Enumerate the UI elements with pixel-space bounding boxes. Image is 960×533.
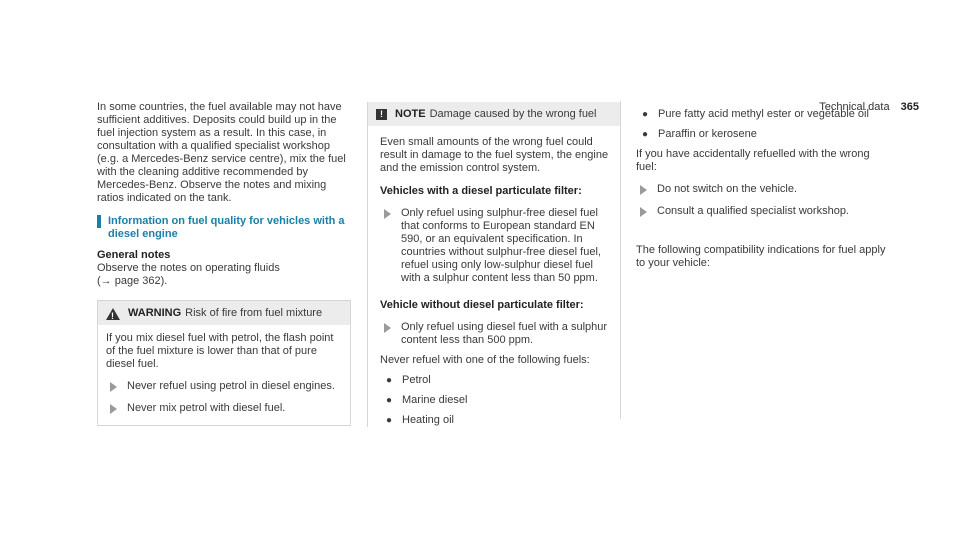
column-2 — [367, 102, 621, 427]
accident-text: If you have accidentally refuelled with the wrong fuel: — [636, 148, 870, 173]
arrow-right-icon — [640, 185, 647, 195]
fuel-list-item — [380, 414, 613, 427]
note-text: Even small amounts of the wrong fuel could result in damage to the fuel system, the engine and the emission control system. — [380, 136, 609, 174]
with-filter-step — [380, 207, 613, 285]
arrow-right-icon — [110, 382, 117, 392]
accident-step — [636, 183, 890, 196]
page-reference-link[interactable]: (→ page 362). — [97, 275, 168, 287]
fuel-list-item — [380, 394, 613, 407]
page-number: 365 — [900, 101, 919, 113]
arrow-right-icon — [640, 207, 647, 217]
with-filter-title: Vehicles with a diesel particulate filter: — [380, 185, 582, 197]
arrow-right-icon — [384, 209, 391, 219]
warning-label: WARNING — [128, 307, 182, 319]
note-header — [368, 102, 621, 126]
section-title: Technical data — [819, 101, 890, 113]
bullet-icon: ● — [642, 109, 649, 120]
column-3 — [636, 101, 890, 270]
bullet-icon: ● — [386, 375, 393, 386]
subheading-text: Information on fuel quality for vehicles with a diesel engine — [108, 215, 345, 240]
accident-step-text: Do not switch on the vehicle. — [657, 183, 798, 195]
intro-paragraph: In some countries, the fuel available may not have sufficient additives. Deposits could build up in the fuel injection system as a result. In this case, in consultation with a qualified specialist workshop (e.g. a Mercedes-Benz service centre), mix the fuel with the cleaning additive recommended by Mercedes-Benz. Observe the notes and mixing ratios indicated on the tank. — [97, 101, 346, 204]
fuel-name: Paraffin or kerosene — [658, 128, 757, 140]
warning-body — [98, 325, 350, 425]
fuel-name: Petrol — [402, 374, 431, 386]
fuel-name: Pure fatty acid methyl ester or vegetable oil — [658, 108, 869, 120]
fuel-name: Marine diesel — [402, 394, 468, 406]
accident-step — [636, 205, 890, 218]
warning-step-text: Never refuel using petrol in diesel engines. — [127, 380, 335, 392]
general-notes-title: General notes — [97, 249, 171, 261]
with-filter-step-text: Only refuel using sulphur-free diesel fuel that conforms to European standard EN 590, or an equivalent specification. In countries without sulphur-free diesel fuel, refuel using only low-sulphur diesel fuel with a sulphur content less than 50 ppm. — [401, 207, 601, 284]
fuel-name: Heating oil — [402, 414, 454, 426]
bullet-icon: ● — [642, 129, 649, 140]
arrow-right-icon — [110, 404, 117, 414]
column-1 — [97, 101, 351, 426]
compatibility-text: The following compatibility indications for fuel apply to your vehicle: — [636, 244, 886, 269]
heading-bar-icon — [97, 215, 101, 228]
warning-step — [106, 380, 342, 393]
column-divider — [620, 101, 621, 419]
warning-step — [106, 402, 342, 415]
never-refuel-text: Never refuel with one of the following fuels: — [380, 354, 590, 366]
accident-step-text: Consult a qualified specialist workshop. — [657, 205, 849, 217]
without-filter-step-text: Only refuel using diesel fuel with a sulphur content less than 500 ppm. — [401, 321, 608, 346]
fuel-list-item — [636, 108, 890, 121]
note-box — [367, 102, 621, 427]
warning-header — [98, 301, 350, 325]
arrow-right-icon — [384, 323, 391, 333]
exclamation-icon: ! — [376, 109, 387, 120]
bullet-icon: ● — [386, 395, 393, 406]
without-filter-step — [380, 321, 613, 347]
warning-title: Risk of fire from fuel mixture — [185, 307, 323, 319]
note-title: Damage caused by the wrong fuel — [429, 108, 597, 120]
warning-text: If you mix diesel fuel with petrol, the flash point of the fuel mixture is lower than that of pure diesel fuel. — [106, 332, 334, 370]
bullet-icon: ● — [386, 415, 393, 426]
note-body — [368, 126, 621, 427]
fuel-list-item — [636, 128, 890, 141]
note-label: NOTE — [395, 108, 426, 120]
warning-step-text: Never mix petrol with diesel fuel. — [127, 402, 286, 414]
warning-triangle-icon: ! — [106, 308, 120, 320]
warning-box — [97, 300, 351, 426]
general-notes-text: Observe the notes on operating fluids — [97, 262, 280, 274]
without-filter-title: Vehicle without diesel particulate filter: — [380, 299, 584, 311]
subheading — [97, 215, 351, 241]
fuel-list-item — [380, 374, 613, 387]
